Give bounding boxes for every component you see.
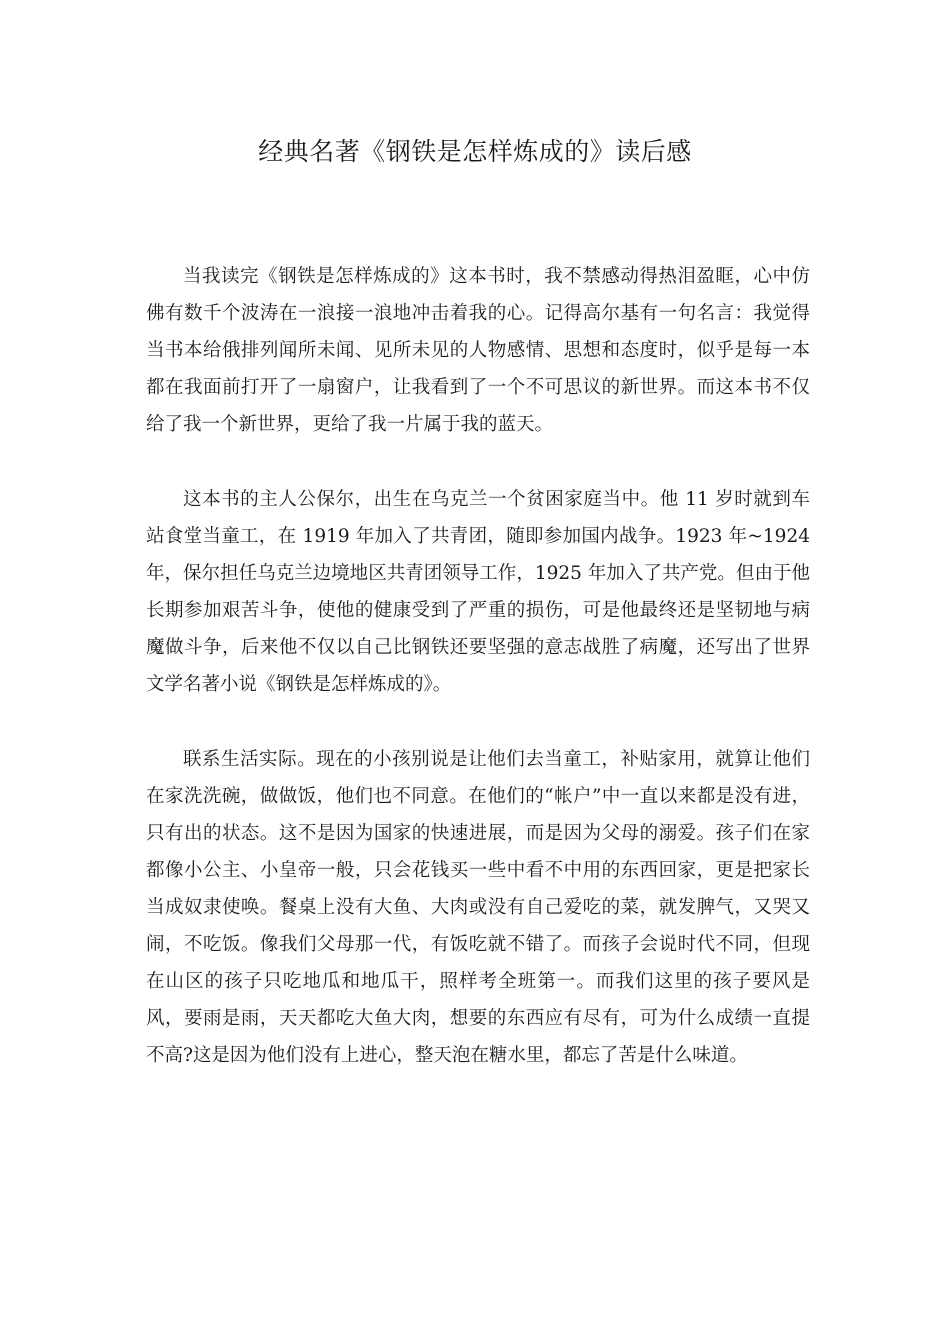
paragraph-2: 这本书的主人公保尔，出生在乌克兰一个贫困家庭当中。他 11 岁时就到车站食堂当童工，在 1919 年加入了共青团，随即参加国内战争。1923 年~1924 年，保尔担任乌克兰边境地区共青团领导工作，1925 年加入了共产党。但由于他长期参加艰苦斗争，使他的健康受到了严重的损伤，可是他最终还是坚韧地与病魔做斗争，后来他不仅以自己比钢铁还要坚强的意志战胜了病魔，还写出了世界文学名著小说《钢铁是怎样炼成的》。 bbox=[146, 489, 810, 695]
document-title: 经典名著《钢铁是怎样炼成的》读后感 bbox=[258, 137, 692, 166]
paragraph-3: 联系生活实际。现在的小孩别说是让他们去当童工，补贴家用，就算让他们在家洗洗碗，做做饭，他们也不同意。在他们的“帐户”中一直以来都是没有进，只有出的状态。这不是因为国家的快速进展，而是因为父母的溺爱。孩子们在家都像小公主、小皇帝一般，只会花钱买一些中看不中用的东西回家，更是把家长当成奴隶使唤。餐桌上没有大鱼、大肉或没有自己爱吃的菜，就发脾气，又哭又闹，不吃饭。像我们父母那一代，有饭吃就不错了。而孩子会说时代不同，但现在山区的孩子只吃地瓜和地瓜干，照样考全班第一。而我们这里的孩子要风是风，要雨是雨，天天都吃大鱼大肉，想要的东西应有尽有，可为什么成绩一直提不高?这是因为他们没有上进心，整天泡在糖水里，都忘了苦是什么味道。 bbox=[146, 749, 810, 1066]
paragraph-1: 当我读完《钢铁是怎样炼成的》这本书时，我不禁感动得热泪盈眶，心中仿佛有数千个波涛在一浪接一浪地冲击着我的心。记得高尔基有一句名言：我觉得当书本给俄排列闻所未闻、见所未见的人物感情、思想和态度时，似乎是每一本都在我面前打开了一扇窗户，让我看到了一个不可思议的新世界。而这本书不仅给了我一个新世界，更给了我一片属于我的蓝天。 bbox=[146, 266, 810, 435]
document-body bbox=[146, 258, 810, 1074]
